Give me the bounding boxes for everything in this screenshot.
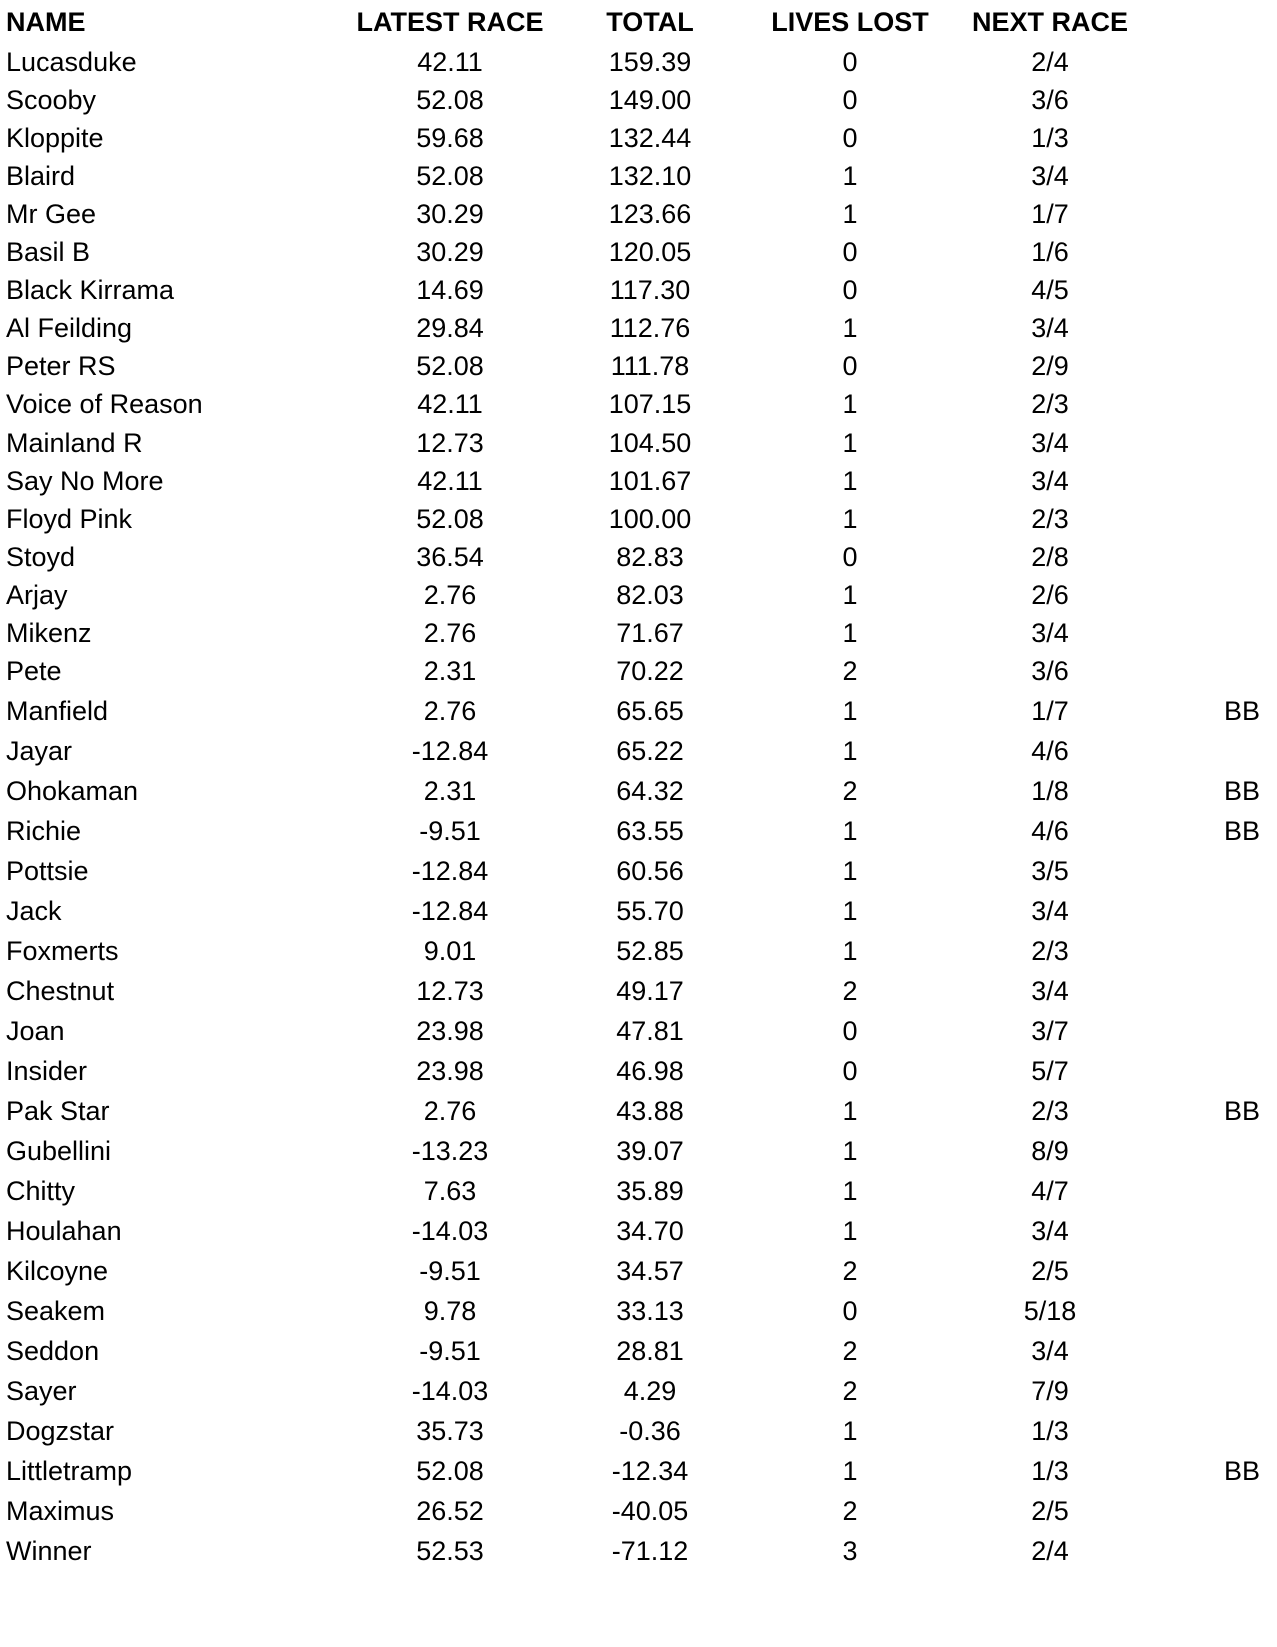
row-name: Floyd Pink — [6, 503, 133, 534]
row-lives-lost: 1 — [842, 1215, 858, 1246]
row-next-race: 2/9 — [1031, 351, 1069, 382]
table-row — [0, 576, 1277, 614]
row-name: Houlahan — [6, 1215, 122, 1246]
row-flag — [1180, 271, 1260, 309]
row-name: Sayer — [6, 1375, 77, 1406]
row-next-race: 3/4 — [1031, 465, 1069, 496]
row-lives-lost: 2 — [842, 1375, 858, 1406]
row-next-race: 2/5 — [1031, 1495, 1069, 1526]
row-latest-race: -14.03 — [411, 1375, 489, 1406]
row-lives-lost: 1 — [842, 199, 858, 230]
row-flag — [1180, 1172, 1260, 1210]
row-total: 49.17 — [616, 975, 684, 1006]
row-latest-race: -12.84 — [411, 735, 489, 766]
row-flag — [1180, 732, 1260, 770]
row-name: Mr Gee — [6, 199, 97, 230]
row-total: 33.13 — [616, 1295, 684, 1326]
row-next-race: 2/3 — [1031, 1095, 1069, 1126]
row-lives-lost: 1 — [842, 815, 858, 846]
table-row — [0, 309, 1277, 347]
row-total: 47.81 — [616, 1015, 684, 1046]
row-name: Jayar — [6, 735, 73, 766]
table-row — [0, 1132, 1277, 1170]
table-row — [0, 772, 1277, 810]
row-latest-race: -9.51 — [419, 1255, 481, 1286]
table-row — [0, 81, 1277, 119]
row-latest-race: -9.51 — [419, 815, 481, 846]
row-flag: BB — [1223, 775, 1260, 806]
row-name: Ohokaman — [6, 775, 139, 806]
table-row — [0, 732, 1277, 770]
row-flag — [1180, 385, 1260, 423]
row-total: 4.29 — [623, 1375, 677, 1406]
table-row — [0, 119, 1277, 157]
row-lives-lost: 2 — [842, 1335, 858, 1366]
row-next-race: 4/7 — [1031, 1175, 1069, 1206]
row-name: Mikenz — [6, 617, 92, 648]
row-latest-race: 35.73 — [416, 1415, 484, 1446]
row-next-race: 1/3 — [1031, 1455, 1069, 1486]
table-row — [0, 892, 1277, 930]
row-total: 120.05 — [608, 237, 692, 268]
row-total: 34.57 — [616, 1255, 684, 1286]
row-name: Kloppite — [6, 123, 104, 154]
row-flag — [1180, 81, 1260, 119]
table-row — [0, 1252, 1277, 1290]
row-name: Insider — [6, 1055, 88, 1086]
row-name: Al Feilding — [6, 313, 133, 344]
table-row — [0, 1492, 1277, 1530]
row-next-race: 2/4 — [1031, 1535, 1069, 1566]
row-name: Littletramp — [6, 1455, 133, 1486]
table-row — [0, 157, 1277, 195]
row-lives-lost: 2 — [842, 1495, 858, 1526]
table-row — [0, 233, 1277, 271]
table-row — [0, 1212, 1277, 1250]
table-row — [0, 462, 1277, 500]
row-lives-lost: 1 — [842, 389, 858, 420]
row-next-race: 5/18 — [1023, 1295, 1077, 1326]
header-lives-lost: LIVES LOST — [771, 7, 929, 37]
row-flag — [1180, 1252, 1260, 1290]
row-total: 43.88 — [616, 1095, 684, 1126]
row-latest-race: 23.98 — [416, 1055, 484, 1086]
row-next-race: 1/6 — [1031, 237, 1069, 268]
table-row — [0, 347, 1277, 385]
row-name: Joan — [6, 1015, 65, 1046]
row-lives-lost: 0 — [842, 1295, 858, 1326]
row-lives-lost: 0 — [842, 237, 858, 268]
row-name: Peter RS — [6, 351, 116, 382]
row-latest-race: 12.73 — [416, 427, 484, 458]
header-next-race: NEXT RACE — [971, 7, 1128, 37]
row-lives-lost: 1 — [842, 427, 858, 458]
row-name: Seddon — [6, 1335, 100, 1366]
row-flag — [1180, 424, 1260, 462]
row-lives-lost: 1 — [842, 579, 858, 610]
table-row — [0, 852, 1277, 890]
row-latest-race: 42.11 — [417, 389, 483, 420]
row-name: Pottsie — [6, 855, 89, 886]
row-lives-lost: 1 — [842, 855, 858, 886]
row-flag — [1180, 1492, 1260, 1530]
row-flag — [1180, 157, 1260, 195]
row-flag — [1180, 614, 1260, 652]
row-flag — [1180, 500, 1260, 538]
row-lives-lost: 1 — [842, 617, 858, 648]
row-name: Gubellini — [6, 1135, 112, 1166]
row-name: Stoyd — [6, 541, 76, 572]
row-next-race: 1/7 — [1031, 695, 1069, 726]
row-total: 46.98 — [616, 1055, 684, 1086]
row-total: -0.36 — [619, 1415, 681, 1446]
row-lives-lost: 0 — [842, 47, 858, 77]
row-total: 132.44 — [608, 123, 692, 154]
row-flag: BB — [1223, 1095, 1260, 1126]
row-next-race: 3/4 — [1031, 427, 1069, 458]
row-name: Lucasduke — [6, 47, 137, 77]
row-lives-lost: 1 — [842, 1175, 858, 1206]
row-latest-race: 42.11 — [417, 47, 483, 77]
row-latest-race: 52.08 — [416, 85, 484, 116]
row-next-race: 3/6 — [1031, 655, 1069, 686]
row-next-race: 2/8 — [1031, 541, 1069, 572]
row-next-race: 3/4 — [1031, 975, 1069, 1006]
row-flag — [1180, 1132, 1260, 1170]
row-total: 104.50 — [608, 427, 692, 458]
row-flag — [1180, 576, 1260, 614]
table-row — [0, 1332, 1277, 1370]
row-flag — [1180, 462, 1260, 500]
row-total: 112.76 — [609, 313, 691, 344]
row-total: 159.39 — [608, 47, 692, 77]
row-next-race: 4/6 — [1031, 735, 1069, 766]
row-flag — [1180, 195, 1260, 233]
row-flag — [1180, 652, 1260, 690]
row-total: 70.22 — [616, 655, 684, 686]
row-total: 101.67 — [608, 465, 692, 496]
row-latest-race: 2.31 — [423, 775, 477, 806]
row-total: 111.78 — [610, 351, 690, 382]
row-next-race: 2/4 — [1031, 47, 1069, 77]
row-flag — [1180, 43, 1260, 81]
row-total: 71.67 — [616, 617, 684, 648]
row-lives-lost: 1 — [842, 161, 858, 192]
row-latest-race: 52.08 — [416, 503, 484, 534]
row-latest-race: 2.76 — [423, 695, 477, 726]
row-lives-lost: 0 — [842, 1015, 858, 1046]
row-next-race: 5/7 — [1031, 1055, 1069, 1086]
row-latest-race: 59.68 — [416, 123, 484, 154]
table-row — [0, 43, 1277, 81]
row-next-race: 7/9 — [1031, 1375, 1069, 1406]
row-next-race: 2/5 — [1031, 1255, 1069, 1286]
row-latest-race: -9.51 — [419, 1335, 481, 1366]
row-latest-race: 7.63 — [423, 1175, 477, 1206]
row-total: 117.30 — [609, 275, 691, 306]
table-row — [0, 812, 1277, 850]
table-row — [0, 271, 1277, 309]
row-flag — [1180, 119, 1260, 157]
row-lives-lost: 1 — [842, 1415, 858, 1446]
row-latest-race: 9.78 — [423, 1295, 477, 1326]
row-total: 107.15 — [608, 389, 692, 420]
row-name: Manfield — [6, 695, 109, 726]
row-total: 55.70 — [616, 895, 684, 926]
row-next-race: 3/6 — [1031, 85, 1069, 116]
row-lives-lost: 1 — [842, 1455, 858, 1486]
row-next-race: 1/3 — [1031, 1415, 1069, 1446]
row-next-race: 4/6 — [1031, 815, 1069, 846]
row-lives-lost: 0 — [842, 541, 858, 572]
table-row — [0, 1372, 1277, 1410]
row-name: Kilcoyne — [6, 1255, 109, 1286]
row-next-race: 3/7 — [1031, 1015, 1069, 1046]
row-latest-race: 36.54 — [416, 541, 484, 572]
row-flag — [1180, 1012, 1260, 1050]
row-flag — [1180, 1292, 1260, 1330]
row-flag — [1180, 1332, 1260, 1370]
row-lives-lost: 1 — [842, 735, 858, 766]
table-row — [0, 1092, 1277, 1130]
row-latest-race: 23.98 — [416, 1015, 484, 1046]
row-name: Chestnut — [6, 975, 115, 1006]
row-flag: BB — [1223, 1455, 1260, 1486]
table-row — [0, 692, 1277, 730]
row-next-race: 1/8 — [1031, 775, 1069, 806]
row-lives-lost: 0 — [842, 1055, 858, 1086]
row-lives-lost: 2 — [842, 775, 858, 806]
row-name: Chitty — [6, 1175, 76, 1206]
row-lives-lost: 1 — [842, 503, 858, 534]
table-row — [0, 385, 1277, 423]
row-latest-race: 26.52 — [416, 1495, 484, 1526]
row-latest-race: 2.76 — [423, 579, 477, 610]
row-latest-race: 30.29 — [416, 199, 484, 230]
row-next-race: 3/4 — [1031, 1215, 1069, 1246]
row-flag — [1180, 347, 1260, 385]
row-next-race: 3/4 — [1031, 313, 1069, 344]
row-latest-race: 52.08 — [416, 1455, 484, 1486]
row-lives-lost: 2 — [842, 655, 858, 686]
row-total: -71.12 — [611, 1535, 689, 1566]
row-next-race: 3/4 — [1031, 161, 1069, 192]
row-latest-race: 52.08 — [416, 161, 484, 192]
header-row — [0, 3, 1277, 41]
table-row — [0, 500, 1277, 538]
row-flag — [1180, 852, 1260, 890]
table-row — [0, 932, 1277, 970]
table-row — [0, 652, 1277, 690]
row-latest-race: 14.69 — [416, 275, 484, 306]
row-total: 34.70 — [616, 1215, 684, 1246]
row-lives-lost: 2 — [842, 1255, 858, 1286]
row-total: 132.10 — [608, 161, 692, 192]
row-latest-race: -14.03 — [411, 1215, 489, 1246]
row-lives-lost: 0 — [842, 123, 858, 154]
row-total: 82.03 — [616, 579, 684, 610]
row-next-race: 3/4 — [1031, 1335, 1069, 1366]
row-next-race: 3/4 — [1031, 895, 1069, 926]
row-total: 82.83 — [616, 541, 684, 572]
row-next-race: 2/6 — [1031, 579, 1069, 610]
row-flag: BB — [1223, 815, 1260, 846]
row-flag — [1180, 233, 1260, 271]
row-next-race: 1/7 — [1031, 199, 1069, 230]
row-name: Arjay — [6, 579, 68, 610]
row-name: Dogzstar — [6, 1415, 115, 1446]
row-next-race: 8/9 — [1031, 1135, 1069, 1166]
row-latest-race: 12.73 — [416, 975, 484, 1006]
row-total: 63.55 — [616, 815, 684, 846]
row-next-race: 2/3 — [1031, 503, 1069, 534]
row-latest-race: 30.29 — [416, 237, 484, 268]
table-row — [0, 972, 1277, 1010]
row-lives-lost: 3 — [842, 1535, 858, 1566]
row-latest-race: 2.76 — [423, 617, 477, 648]
row-latest-race: -12.84 — [411, 895, 489, 926]
row-name: Foxmerts — [6, 935, 119, 966]
row-next-race: 2/3 — [1031, 389, 1069, 420]
row-name: Basil B — [6, 237, 91, 268]
table-row — [0, 1012, 1277, 1050]
row-total: 65.65 — [616, 695, 684, 726]
row-flag — [1180, 1532, 1260, 1570]
row-total: 28.81 — [616, 1335, 684, 1366]
row-flag — [1180, 892, 1260, 930]
row-name: Voice of Reason — [6, 389, 203, 420]
row-next-race: 3/4 — [1031, 617, 1069, 648]
table-row — [0, 614, 1277, 652]
row-lives-lost: 0 — [842, 85, 858, 116]
table-row — [0, 1172, 1277, 1210]
row-name: Richie — [6, 815, 82, 846]
row-flag — [1180, 1412, 1260, 1450]
row-next-race: 4/5 — [1031, 275, 1069, 306]
table-row — [0, 1052, 1277, 1090]
row-name: Blaird — [6, 161, 76, 192]
row-flag — [1180, 1052, 1260, 1090]
table-row — [0, 195, 1277, 233]
row-total: 60.56 — [616, 855, 684, 886]
row-latest-race: -13.23 — [411, 1135, 489, 1166]
row-name: Scooby — [6, 85, 97, 116]
row-lives-lost: 2 — [842, 975, 858, 1006]
row-name: Pete — [6, 655, 62, 686]
header-name: NAME — [6, 7, 86, 37]
table-row — [0, 538, 1277, 576]
row-next-race: 2/3 — [1031, 935, 1069, 966]
row-flag — [1180, 1212, 1260, 1250]
row-next-race: 1/3 — [1031, 123, 1069, 154]
row-latest-race: -12.84 — [411, 855, 489, 886]
row-lives-lost: 1 — [842, 1095, 858, 1126]
row-total: 100.00 — [608, 503, 692, 534]
row-lives-lost: 0 — [842, 275, 858, 306]
row-flag: BB — [1223, 695, 1260, 726]
row-latest-race: 42.11 — [417, 465, 483, 496]
row-flag — [1180, 972, 1260, 1010]
row-lives-lost: 1 — [842, 1135, 858, 1166]
row-flag — [1180, 932, 1260, 970]
row-latest-race: 2.31 — [423, 655, 477, 686]
row-name: Winner — [6, 1535, 92, 1566]
row-latest-race: 2.76 — [423, 1095, 477, 1126]
row-name: Maximus — [6, 1495, 115, 1526]
row-name: Pak Star — [6, 1095, 110, 1126]
row-lives-lost: 1 — [842, 695, 858, 726]
row-total: -40.05 — [611, 1495, 689, 1526]
row-latest-race: 9.01 — [423, 935, 477, 966]
row-total: -12.34 — [611, 1455, 689, 1486]
row-name: Say No More — [6, 465, 164, 496]
row-lives-lost: 0 — [842, 351, 858, 382]
row-name: Seakem — [6, 1295, 106, 1326]
row-lives-lost: 1 — [842, 895, 858, 926]
row-lives-lost: 1 — [842, 935, 858, 966]
row-total: 123.66 — [608, 199, 692, 230]
row-lives-lost: 1 — [842, 465, 858, 496]
row-latest-race: 29.84 — [416, 313, 484, 344]
row-flag — [1180, 309, 1260, 347]
table-row — [0, 1412, 1277, 1450]
row-total: 64.32 — [616, 775, 684, 806]
table-row — [0, 1292, 1277, 1330]
row-total: 52.85 — [616, 935, 684, 966]
row-name: Mainland R — [6, 427, 143, 458]
row-next-race: 3/5 — [1031, 855, 1069, 886]
row-flag — [1180, 1372, 1260, 1410]
header-latest-race: LATEST RACE — [356, 7, 544, 37]
row-name: Jack — [6, 895, 62, 926]
row-total: 65.22 — [616, 735, 684, 766]
row-total: 35.89 — [616, 1175, 684, 1206]
row-latest-race: 52.08 — [416, 351, 484, 382]
row-flag — [1180, 538, 1260, 576]
table-row — [0, 1532, 1277, 1570]
table-row — [0, 424, 1277, 462]
row-latest-race: 52.53 — [416, 1535, 484, 1566]
row-name: Black Kirrama — [6, 275, 175, 306]
row-total: 39.07 — [616, 1135, 684, 1166]
header-total: TOTAL — [606, 7, 694, 37]
table-row — [0, 1452, 1277, 1490]
row-total: 149.00 — [608, 85, 692, 116]
row-lives-lost: 1 — [842, 313, 858, 344]
